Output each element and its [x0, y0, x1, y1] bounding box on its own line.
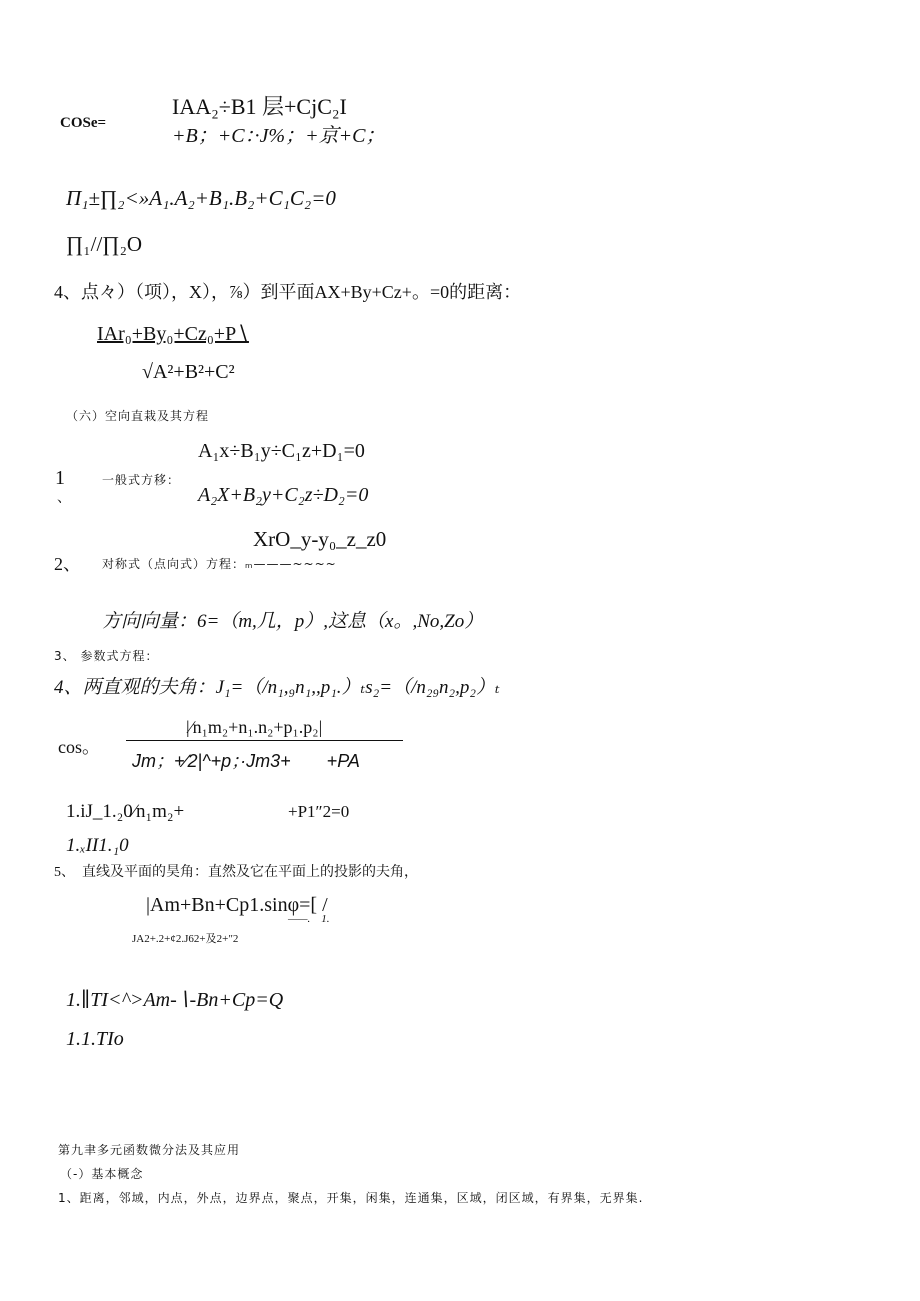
section-6-title: （六）空向直栽及其方程 [66, 409, 210, 423]
line-perpendicular-plane: 1.1.TIo [66, 1028, 124, 1050]
item-1-number: 1 [55, 467, 65, 489]
cos-angle-numerator: |∕n₁m₂+n₁.n₂+p₁.p₂| [186, 717, 323, 737]
distance-numerator: IAr₀+By₀+Cz₀+P∖ [97, 323, 249, 345]
sine-numerator: |Am+Bn+Cp1.sinφ=[ / [146, 894, 328, 916]
chapter-9-section-1: （-）基本概念 [60, 1167, 144, 1181]
general-equation-1: A₁x÷B₁y÷C₁z+D₁=0 [198, 440, 365, 462]
item-3: 3、 参数式方程： [54, 649, 159, 663]
item-1-label: 一般式方移： [102, 473, 181, 487]
chapter-9-title: 第九聿多元函数微分法及其应用 [58, 1143, 241, 1157]
item-5: 5、 直线及平面的昊角：直然及它在平面上的投影的夫角， [54, 865, 418, 880]
general-equation-2: A₂X+B₂y+C₂z÷D₂=0 [198, 484, 369, 506]
cos-label: COSe= [60, 115, 107, 131]
item-2-label: 对称式（点向式）方程：ₘ———~~~~ [102, 557, 337, 571]
symmetric-equation-top: XrO_y-y₀_z_z0 [253, 527, 387, 551]
chapter-9-item-1: 1、距离，邻域，内点，外点，边界点，聚点，开集，闲集，连通集，区域，闭区域，有界集，无界集. [58, 1191, 644, 1205]
plane-perpendicular-condition: Π₁±∏₂<»A₁.A₂+B₁.B₂+C₁C₂=0 [66, 186, 336, 210]
cos-angle-label: cos。 [58, 737, 100, 757]
lines-parallel: 1.ₓII1.₁0 [66, 835, 129, 856]
item-1-mark: 、 [57, 491, 71, 506]
plane-parallel-condition: ∏₁//∏₂O [66, 232, 143, 256]
item-2-number: 2、 [54, 554, 81, 574]
item-4: 4、两直观的夫角：J₁=（/n₁,₉n₁,,p₁.）ₜs₂=（/n₂₉n₂,p₂）ₜ [54, 677, 500, 698]
cos-numerator: IAA₂÷B1 层+CjC₂I [172, 94, 347, 119]
lines-perpendicular: 1.iJ_1.₂0∕n₁m₂+ [66, 801, 185, 822]
cos-denominator: +B；+C：·J%；+京+C； [172, 125, 386, 147]
sine-denominator: JA2+.2+¢2.J62+及2+″2 [132, 933, 239, 945]
distance-heading: 4、点々）（项），X），⅞）到平面AX+By+Cz+。=0的距离： [54, 282, 522, 302]
distance-denominator: √A²+B²+C² [142, 361, 235, 383]
direction-vector: 方向向量：6=（m,几，p）,这息（x。,No,Zo） [102, 611, 484, 632]
cos-angle-fraction-bar [126, 740, 403, 741]
cos-angle-denominator: Jm；+∕2|^+p；·Jm3+ +PA [132, 751, 360, 771]
line-parallel-plane: 1.∥TI<^>Am-∖-Bn+Cp=Q [66, 989, 284, 1011]
lines-perpendicular-tail: +P1″2=0 [288, 802, 350, 821]
sine-fraction-mark: ——. 1. [288, 913, 330, 925]
